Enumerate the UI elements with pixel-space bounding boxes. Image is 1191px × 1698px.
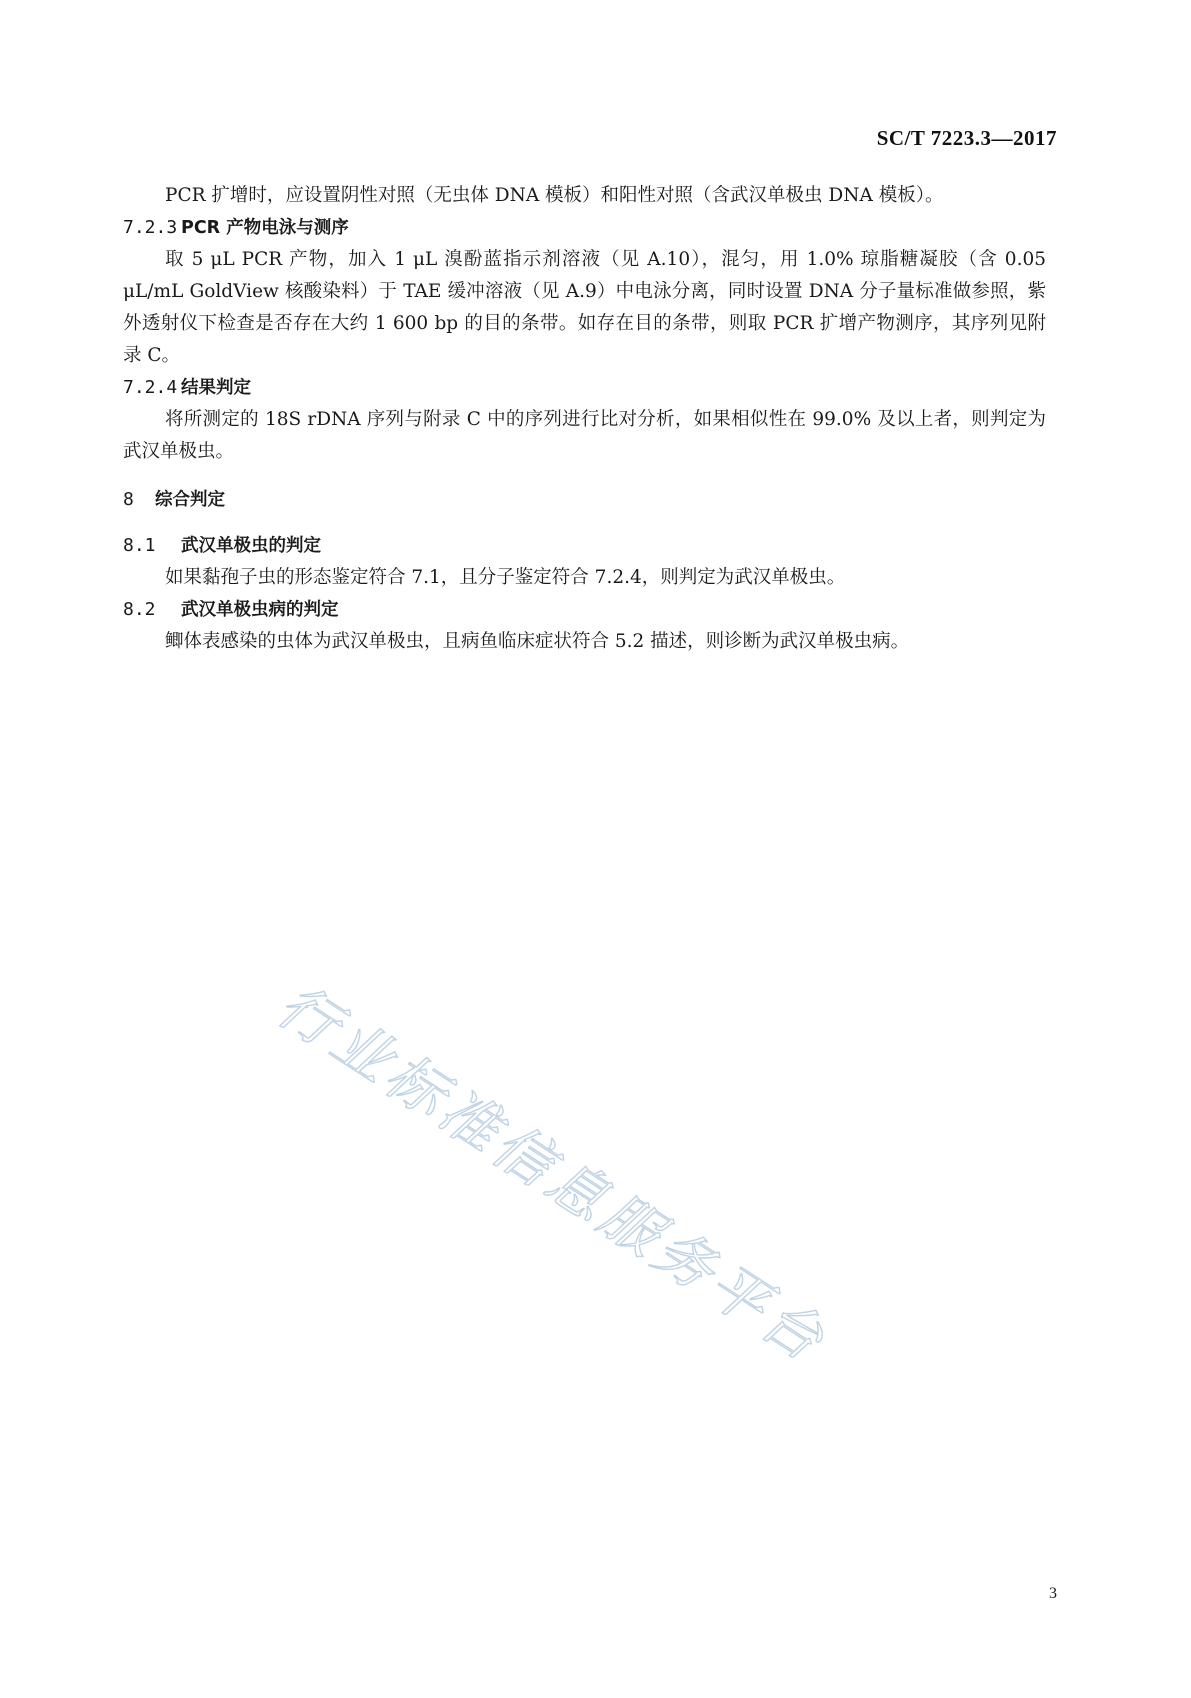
paragraph-electrophoresis: 取 5 μL PCR 产物，加入 1 μL 溴酚蓝指示剂溶液（见 A.10），混匀，用 1.0% 琼脂糖凝胶（含 0.05 μL/mL GoldView 核酸染料）于 TAE 缓冲溶液（见 A.9）中电泳分离，同时设置 DNA 分子量标准做参照，紫外透射仪下检查是否存在大约 1 600 bp 的目的条带。如存在目的条带，则取 PCR 扩增产物测序，其序列见附录 C。 [123, 249, 1046, 366]
paragraph-pathogen-judgment: 如果黏孢子虫的形态鉴定符合 7.1，且分子鉴定符合 7.2.4，则判定为武汉单极虫。 [165, 567, 846, 588]
paragraph-result-judgment: 将所测定的 18S rDNA 序列与附录 C 中的序列进行比对分析，如果相似性在 99.0% 及以上者，则判定为武汉单极虫。 [123, 409, 1046, 462]
section-title: 结果判定 [181, 378, 251, 398]
section-number: 7.2.3 [123, 217, 178, 238]
paragraph-disease-judgment: 鲫体表感染的虫体为武汉单极虫，且病鱼临床症状符合 5.2 描述，则诊断为武汉单极虫病。 [165, 631, 910, 652]
chapter-title: 综合判定 [155, 490, 225, 510]
chapter-heading-8 [123, 484, 1046, 516]
section-title: 武汉单极虫病的判定 [181, 600, 339, 620]
section-title: PCR 产物电泳与测序 [181, 218, 349, 238]
document-body [123, 180, 1046, 658]
section-number: 7.2.4 [123, 377, 178, 398]
watermark: 行业标准信息服务平台 [265, 970, 840, 1377]
section-number: 8.2 [123, 599, 156, 620]
section-heading-8-2 [123, 594, 1046, 626]
section-number: 8.1 [123, 535, 156, 556]
standard-code: SC/T 7223.3—2017 [876, 126, 1057, 150]
paragraph-pcr-control: PCR 扩增时，应设置阴性对照（无虫体 DNA 模板）和阳性对照（含武汉单极虫 DNA 模板）。 [165, 185, 944, 206]
chapter-number: 8 [123, 489, 134, 510]
page-number: 3 [1049, 1585, 1057, 1602]
section-title: 武汉单极虫的判定 [181, 536, 321, 556]
section-heading-8-1 [123, 530, 1046, 562]
section-heading-7-2-4 [123, 372, 1046, 404]
section-heading-7-2-3 [123, 212, 1046, 244]
